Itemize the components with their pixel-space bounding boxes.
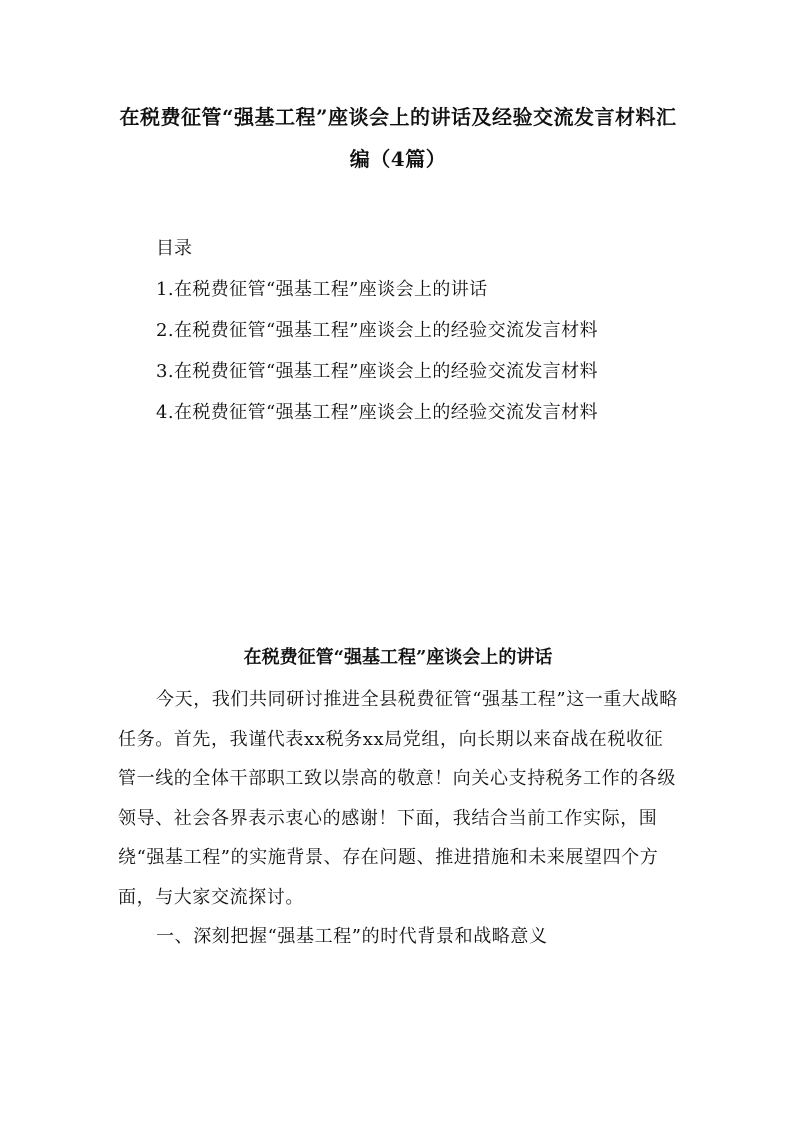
section-title: 在税费征管“强基工程”座谈会上的讲话 xyxy=(243,647,553,668)
table-of-contents xyxy=(118,228,678,433)
toc-item: 2.在税费征管“强基工程”座谈会上的经验交流发言材料 xyxy=(156,320,598,341)
toc-item: 4.在税费征管“强基工程”座谈会上的经验交流发言材料 xyxy=(156,402,598,423)
subheading-paragraph: 一、深刻把握“强基工程”的时代背景和战略意义 xyxy=(156,926,548,947)
section-body xyxy=(118,680,678,957)
document-title: 在税费征管“强基工程”座谈会上的讲话及经验交流发言材料汇编（4篇） xyxy=(119,105,677,171)
toc-item: 3.在税费征管“强基工程”座谈会上的经验交流发言材料 xyxy=(156,361,598,382)
toc-item: 1.在税费征管“强基工程”座谈会上的讲话 xyxy=(156,279,488,300)
toc-heading: 目录 xyxy=(156,238,192,259)
body-paragraph: 今天，我们共同研讨推进全县税费征管“强基工程”这一重大战略任务。首先，我谨代表xx税务xx局党组，向长期以来奋战在税收征管一线的全体干部职工致以崇高的敬意！向关心支持税务工作的各级领导、社会各界表示衷心的感谢！下面，我结合当前工作实际，围绕“强基工程”的实施背景、存在问题、推进措施和未来展望四个方面，与大家交流探讨。 xyxy=(118,689,678,908)
